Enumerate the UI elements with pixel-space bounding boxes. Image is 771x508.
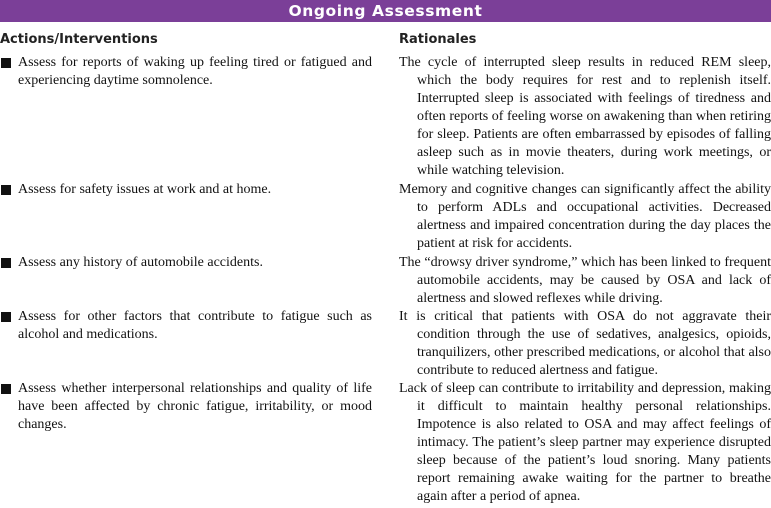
action-text: Assess for safety issues at work and at home.	[18, 182, 272, 197]
action-text: Assess for reports of waking up feeling tired or fatigued and experiencing daytime somnolence.	[18, 55, 372, 88]
rationale-text: The “drowsy driver syndrome,” which has been linked to frequent automobile accidents, may be caused by OSA and lack of alertness and slowed reflexes while driving.	[399, 255, 771, 306]
square-bullet-icon	[1, 258, 11, 268]
square-bullet-icon	[1, 58, 11, 68]
action-item	[0, 54, 372, 90]
square-bullet-icon	[1, 312, 11, 322]
rationale-text: Lack of sleep can contribute to irritability and depression, making it difficult to maintain healthy personal relationships. Impotence is also related to OSA and may affect feelings of intimacy. The patient’s sleep partner may experience disrupted sleep because of the patient’s loud snoring. Many patients report remaining awake waiting for the partner to breathe again after a period of apnea.	[399, 381, 771, 504]
rationale-text: Memory and cognitive changes can significantly affect the ability to perform ADLs and occupational activities. Decreased alertness and impaired concentration during the day places the patient at risk for accidents.	[399, 182, 771, 251]
actions-column-header: Actions/Interventions	[0, 32, 158, 47]
rationale-text: The cycle of interrupted sleep results in reduced REM sleep, which the body requires for rest and to replenish itself. Interrupted sleep is associated with feelings of tiredness and often reports of feeling worse on awakening than when retiring for sleep. Patients are often embarrassed by episodes of falling asleep such as in movie theaters, during work meetings, or while watching television.	[399, 55, 771, 178]
section-banner: Ongoing Assessment	[0, 0, 771, 22]
action-text: Assess any history of automobile accidents.	[18, 255, 263, 270]
action-item	[0, 308, 372, 344]
square-bullet-icon	[1, 384, 11, 394]
square-bullet-icon	[1, 185, 11, 195]
action-item	[0, 254, 372, 272]
action-item	[0, 380, 372, 434]
action-text: Assess whether interpersonal relationships and quality of life have been affected by chronic fatigue, irritability, or mood changes.	[18, 381, 372, 432]
rationales-column-header: Rationales	[399, 32, 477, 47]
action-text: Assess for other factors that contribute to fatigue such as alcohol and medications.	[18, 309, 372, 342]
action-item	[0, 181, 372, 199]
rationale-text: It is critical that patients with OSA do not aggravate their condition through the use of sedatives, analgesics, opioids, tranquilizers, other prescribed medications, or alcohol that also contribute to reduced alertness and fatigue.	[399, 309, 771, 378]
